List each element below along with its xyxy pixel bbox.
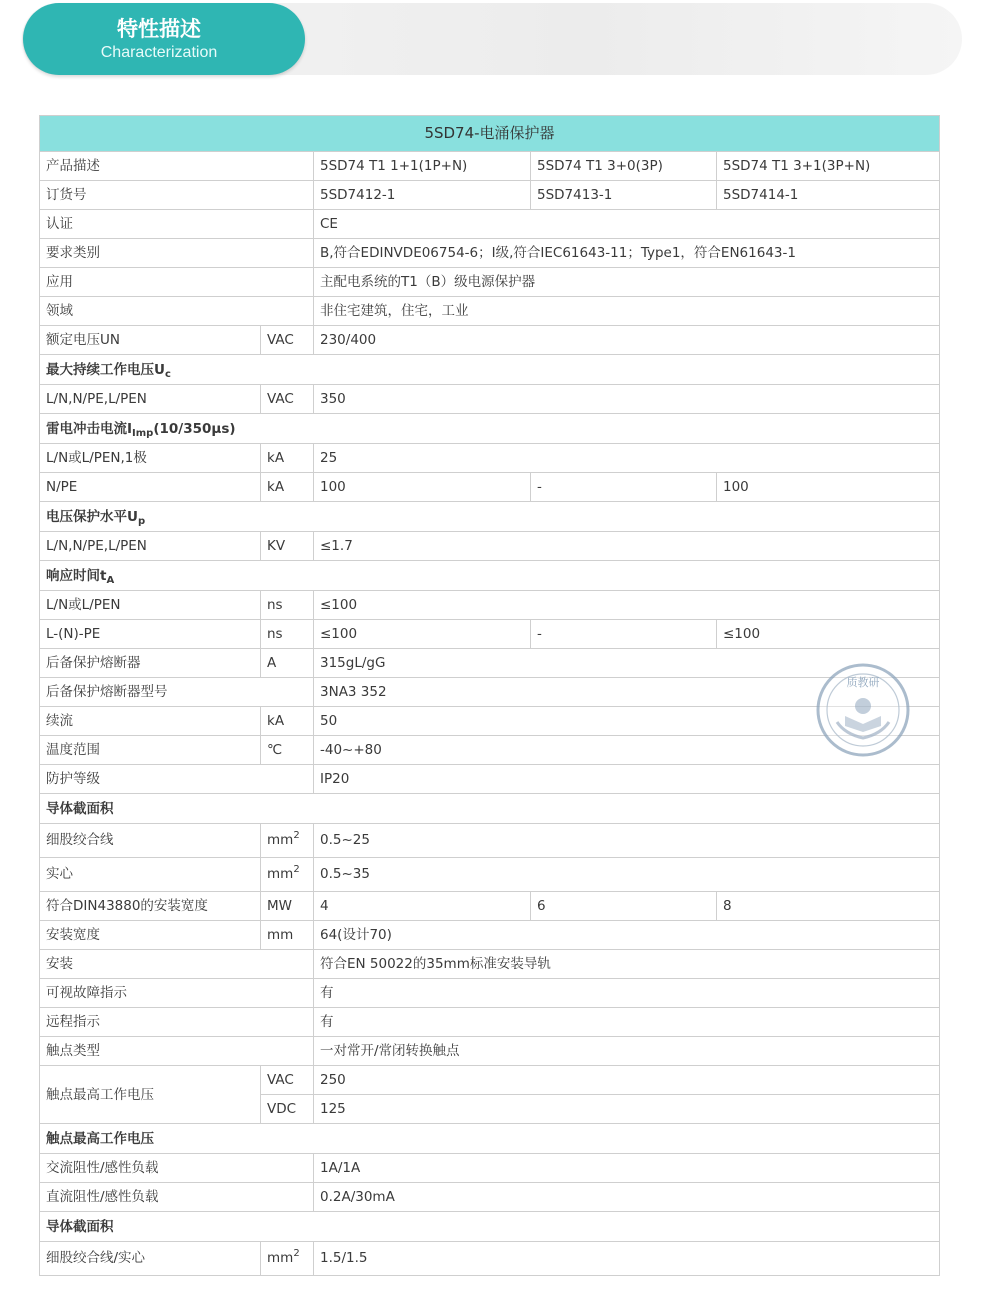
cell-value: -40~+80 <box>314 736 940 765</box>
cell-value: 125 <box>314 1095 940 1124</box>
cell-unit: $mm^2$ <box>261 858 314 892</box>
cell-value: IP20 <box>314 765 940 794</box>
cell-unit: ns <box>261 591 314 620</box>
table-row <box>40 1183 940 1212</box>
table-caption-row <box>40 116 940 152</box>
row-label: 订货号 <box>40 181 314 210</box>
cell-unit: $mm^2$ <box>261 1242 314 1276</box>
cell-unit: VAC <box>261 326 314 355</box>
cell-value: 4 <box>314 892 531 921</box>
watermark-seal-icon <box>815 662 911 758</box>
cell-value: CE <box>314 210 940 239</box>
cell-unit: A <box>261 649 314 678</box>
cell-value: 有 <box>314 979 940 1008</box>
section-row <box>40 355 940 385</box>
cell-value: 符合EN 50022的35mm标准安装导轨 <box>314 950 940 979</box>
row-label: 认证 <box>40 210 314 239</box>
cell-value: 100 <box>717 473 940 502</box>
cell-unit: mm <box>261 921 314 950</box>
cell-value: 250 <box>314 1066 940 1095</box>
table-row <box>40 326 940 355</box>
cell-value: - <box>531 473 717 502</box>
cell-value: 3NA3 352 <box>314 678 940 707</box>
cell-value: 主配电系统的T1（B）级电源保护器 <box>314 268 940 297</box>
table-row <box>40 473 940 502</box>
table-row <box>40 979 940 1008</box>
cell-value: 50 <box>314 707 940 736</box>
cell-unit: kA <box>261 444 314 473</box>
section-label: 导体截面积 <box>40 1212 940 1242</box>
section-row <box>40 561 940 591</box>
cell-value: 5SD7413-1 <box>531 181 717 210</box>
row-label: 额定电压UN <box>40 326 261 355</box>
section-label: 触点最高工作电压 <box>40 1124 940 1154</box>
table-row <box>40 707 940 736</box>
seal-text: 质教研 <box>846 676 880 689</box>
row-label: L/N,N/PE,L/PEN <box>40 532 261 561</box>
table-row <box>40 678 940 707</box>
table-row <box>40 921 940 950</box>
cell-value: 5SD7414-1 <box>717 181 940 210</box>
row-label: 安装 <box>40 950 314 979</box>
row-label: 续流 <box>40 707 261 736</box>
cell-value: 25 <box>314 444 940 473</box>
section-row <box>40 502 940 532</box>
cell-value: 0.5~35 <box>314 858 940 892</box>
section-label: 电压保护水平$U_p$ <box>40 502 940 532</box>
row-label: L-(N)-PE <box>40 620 261 649</box>
table-row <box>40 858 940 892</box>
section-title-cn: 特性描述 <box>117 17 201 41</box>
row-label: L/N或L/PEN,1极 <box>40 444 261 473</box>
table-row <box>40 1008 940 1037</box>
section-row <box>40 1124 940 1154</box>
cell-value: 1A/1A <box>314 1154 940 1183</box>
row-label: 交流阻性/感性负载 <box>40 1154 314 1183</box>
section-label: 响应时间$t_A$ <box>40 561 940 591</box>
table-row <box>40 824 940 858</box>
section-row <box>40 794 940 824</box>
cell-unit: kA <box>261 473 314 502</box>
cell-value: ≤100 <box>717 620 940 649</box>
table-row <box>40 181 940 210</box>
table-row <box>40 385 940 414</box>
row-label: 远程指示 <box>40 1008 314 1037</box>
cell-value: 非住宅建筑，住宅，工业 <box>314 297 940 326</box>
table-row <box>40 591 940 620</box>
cell-value: 8 <box>717 892 940 921</box>
row-label: 触点类型 <box>40 1037 314 1066</box>
row-label: 后备保护熔断器型号 <box>40 678 314 707</box>
section-row <box>40 414 940 444</box>
table-row <box>40 444 940 473</box>
section-row <box>40 1212 940 1242</box>
cell-unit: VDC <box>261 1095 314 1124</box>
cell-value: 0.2A/30mA <box>314 1183 940 1212</box>
row-label: 应用 <box>40 268 314 297</box>
spec-table <box>39 115 940 1276</box>
section-label: 最大持续工作电压$U_c$ <box>40 355 940 385</box>
table-row <box>40 239 940 268</box>
cell-value: 1.5/1.5 <box>314 1242 940 1276</box>
cell-unit: kA <box>261 707 314 736</box>
row-label: 触点最高工作电压 <box>40 1066 261 1124</box>
table-row <box>40 950 940 979</box>
cell-unit: VAC <box>261 1066 314 1095</box>
cell-value: ≤1.7 <box>314 532 940 561</box>
cell-value: 一对常开/常闭转换触点 <box>314 1037 940 1066</box>
cell-value: B,符合EDINVDE06754-6；I级,符合IEC61643-11；Type1，符合EN61643-1 <box>314 239 940 268</box>
cell-value: 64(设计70) <box>314 921 940 950</box>
section-label: 雷电冲击电流$I_{Imp}(10/350\mu s)$ <box>40 414 940 444</box>
row-label: 防护等级 <box>40 765 314 794</box>
section-header-pill <box>23 3 305 75</box>
row-label: 实心 <box>40 858 261 892</box>
table-row <box>40 649 940 678</box>
table-row <box>40 1242 940 1276</box>
cell-value: 100 <box>314 473 531 502</box>
cell-value: 5SD7412-1 <box>314 181 531 210</box>
cell-value: 350 <box>314 385 940 414</box>
row-label: 温度范围 <box>40 736 261 765</box>
cell-value: - <box>531 620 717 649</box>
cell-value: 230/400 <box>314 326 940 355</box>
section-title-en: Characterization <box>100 44 218 61</box>
cell-value: ≤100 <box>314 620 531 649</box>
row-label: N/PE <box>40 473 261 502</box>
row-label: L/N或L/PEN <box>40 591 261 620</box>
row-label: 可视故障指示 <box>40 979 314 1008</box>
cell-value: 5SD74 T1 1+1(1P+N) <box>314 152 531 181</box>
table-row <box>40 268 940 297</box>
row-label: 要求类别 <box>40 239 314 268</box>
section-label: 导体截面积 <box>40 794 940 824</box>
cell-unit: MW <box>261 892 314 921</box>
table-row <box>40 297 940 326</box>
cell-value: ≤100 <box>314 591 940 620</box>
row-label: 领域 <box>40 297 314 326</box>
table-row <box>40 210 940 239</box>
row-label: 直流阻性/感性负载 <box>40 1183 314 1212</box>
cell-unit: KV <box>261 532 314 561</box>
cell-unit: ℃ <box>261 736 314 765</box>
table-row <box>40 765 940 794</box>
table-row <box>40 736 940 765</box>
row-label: 后备保护熔断器 <box>40 649 261 678</box>
cell-unit: ns <box>261 620 314 649</box>
cell-unit: $mm^2$ <box>261 824 314 858</box>
table-row <box>40 620 940 649</box>
row-label: 安装宽度 <box>40 921 261 950</box>
row-label: L/N,N/PE,L/PEN <box>40 385 261 414</box>
table-row <box>40 1066 940 1095</box>
cell-value: 5SD74 T1 3+1(3P+N) <box>717 152 940 181</box>
table-row <box>40 532 940 561</box>
row-label: 符合DIN43880的安装宽度 <box>40 892 261 921</box>
cell-value: 5SD74 T1 3+0(3P) <box>531 152 717 181</box>
cell-value: 315gL/gG <box>314 649 940 678</box>
row-label: 产品描述 <box>40 152 314 181</box>
table-row <box>40 1154 940 1183</box>
row-label: 细股绞合线 <box>40 824 261 858</box>
table-row <box>40 1037 940 1066</box>
cell-unit: VAC <box>261 385 314 414</box>
cell-value: 0.5~25 <box>314 824 940 858</box>
table-row <box>40 892 940 921</box>
cell-value: 6 <box>531 892 717 921</box>
row-label: 细股绞合线/实心 <box>40 1242 261 1276</box>
table-title: 5SD74-电涌保护器 <box>40 116 940 152</box>
table-row <box>40 152 940 181</box>
cell-value: 有 <box>314 1008 940 1037</box>
